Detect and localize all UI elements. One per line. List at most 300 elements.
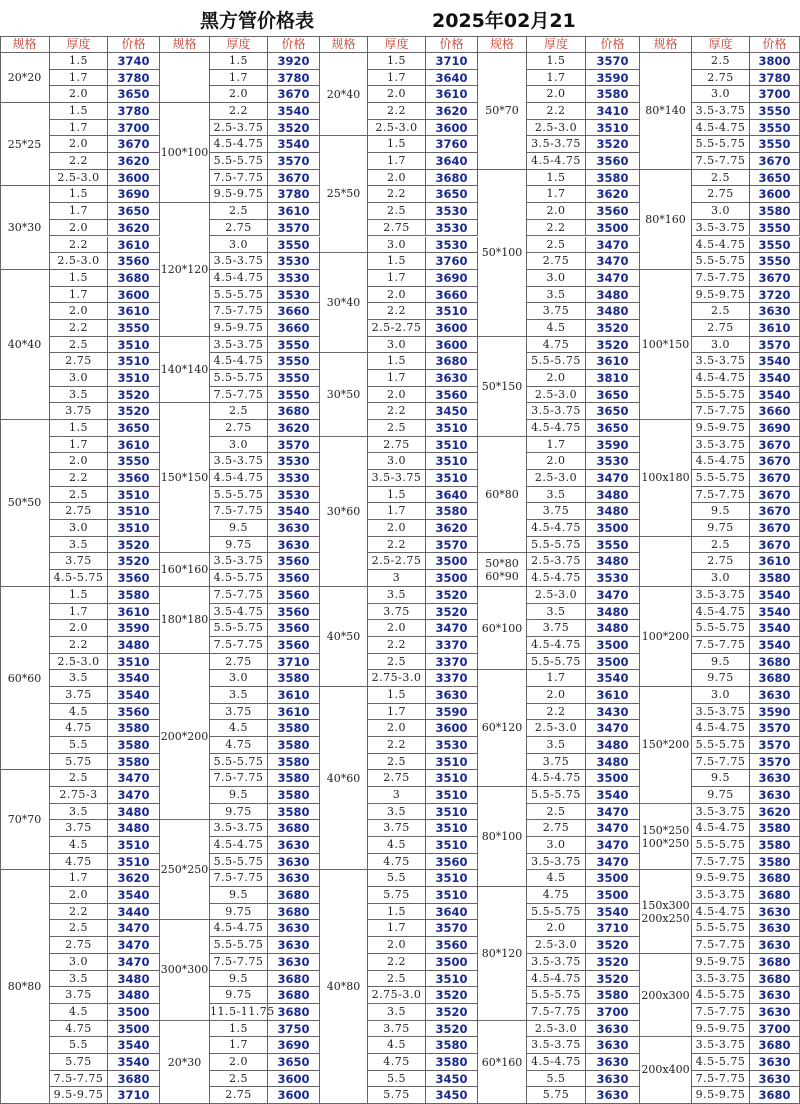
thickness-header: 厚度: [210, 36, 268, 53]
price-cell: 3510: [108, 520, 160, 537]
thickness-cell: 2.0: [368, 86, 426, 103]
price-cell: 3540: [586, 904, 640, 921]
price-cell: 3480: [586, 553, 640, 570]
price-cell: 3560: [268, 570, 320, 587]
price-cell: 3630: [268, 537, 320, 554]
thickness-cell: 4.5-4.75: [692, 237, 750, 254]
thickness-cell: 4.5-4.75: [527, 1054, 586, 1071]
thickness-header: 厚度: [692, 36, 750, 53]
thickness-cell: 2.75: [210, 420, 268, 437]
price-cell: 3550: [750, 120, 800, 137]
thickness-cell: 9.75: [692, 520, 750, 537]
price-header: 价格: [426, 36, 478, 53]
spec-cell: 80*100: [478, 787, 527, 887]
price-cell: 3470: [586, 820, 640, 837]
thickness-cell: 9.75: [210, 987, 268, 1004]
spec-cell: 150*150: [160, 403, 210, 553]
price-cell: 3470: [586, 270, 640, 287]
thickness-cell: 2.2: [368, 637, 426, 654]
spec-cell: 25*25: [0, 103, 50, 186]
price-cell: 3600: [108, 170, 160, 187]
price-cell: 3570: [426, 920, 478, 937]
price-cell: 3580: [108, 587, 160, 604]
thickness-cell: 9.5-9.75: [692, 954, 750, 971]
thickness-cell: 5.5-5.75: [210, 620, 268, 637]
price-cell: 3580: [268, 787, 320, 804]
spec-cell: 60*100: [478, 587, 527, 670]
price-cell: 3590: [586, 70, 640, 87]
thickness-cell: 5.5-5.75: [527, 987, 586, 1004]
price-cell: 3560: [268, 553, 320, 570]
thickness-cell: 3.5-3.75: [527, 136, 586, 153]
thickness-cell: 4.5: [50, 1004, 108, 1021]
price-cell: 3480: [586, 737, 640, 754]
price-cell: 3510: [426, 437, 478, 454]
thickness-cell: 3.0: [527, 270, 586, 287]
price-cell: 3540: [108, 1054, 160, 1071]
thickness-cell: 4.75: [50, 854, 108, 871]
thickness-cell: 3.75: [50, 820, 108, 837]
thickness-cell: 5.75: [368, 887, 426, 904]
thickness-cell: 5.5-5.75: [210, 854, 268, 871]
price-cell: 3670: [750, 153, 800, 170]
thickness-cell: 7.5-7.75: [210, 387, 268, 404]
price-cell: 3650: [750, 170, 800, 187]
thickness-cell: 1.7: [527, 70, 586, 87]
thickness-cell: 2.0: [527, 453, 586, 470]
price-cell: 3580: [108, 720, 160, 737]
thickness-cell: 1.5: [368, 53, 426, 70]
spec-cell: 30*40: [320, 253, 368, 353]
thickness-cell: 3.5-4.75: [210, 604, 268, 621]
thickness-cell: 5.5: [50, 1037, 108, 1054]
thickness-cell: 5.5-5.75: [527, 904, 586, 921]
price-cell: 3680: [750, 670, 800, 687]
price-cell: 3580: [426, 1054, 478, 1071]
thickness-cell: 2.75: [692, 186, 750, 203]
thickness-cell: 2.2: [50, 237, 108, 254]
price-cell: 3470: [426, 620, 478, 637]
price-cell: 3610: [268, 203, 320, 220]
price-cell: 3510: [108, 654, 160, 671]
price-cell: 3580: [750, 820, 800, 837]
thickness-cell: 2.0: [50, 453, 108, 470]
page-header: [0, 0, 800, 36]
spec-cell: 80*80: [0, 870, 50, 1104]
price-cell: 3540: [750, 353, 800, 370]
thickness-cell: 4.5-4.75: [210, 837, 268, 854]
thickness-cell: 3.0: [210, 437, 268, 454]
spec-cell: 50*50: [0, 420, 50, 587]
spec-cell: 40*60: [320, 687, 368, 871]
spec-cell: 140*140: [160, 337, 210, 404]
thickness-cell: 2.0: [527, 687, 586, 704]
thickness-cell: 4.5: [368, 1037, 426, 1054]
thickness-cell: 7.5-7.75: [692, 754, 750, 771]
spec-cell: 200x300: [640, 954, 692, 1037]
thickness-cell: 2.0: [50, 887, 108, 904]
price-cell: 3650: [586, 420, 640, 437]
thickness-cell: 3.5-3.75: [692, 587, 750, 604]
thickness-header: 厚度: [527, 36, 586, 53]
thickness-cell: 2.75: [692, 553, 750, 570]
price-cell: 3480: [108, 971, 160, 988]
price-cell: 3920: [268, 53, 320, 70]
price-cell: 3510: [426, 770, 478, 787]
thickness-cell: 1.7: [527, 186, 586, 203]
spec-cell: 40*40: [0, 270, 50, 420]
thickness-cell: 4.75: [50, 1021, 108, 1038]
thickness-cell: 5.75: [368, 1087, 426, 1104]
price-cell: 3560: [268, 637, 320, 654]
thickness-cell: 3.5-3.75: [527, 1037, 586, 1054]
thickness-cell: 2.0: [368, 720, 426, 737]
spec-cell: 100x180: [640, 420, 692, 537]
price-cell: 3610: [268, 704, 320, 721]
thickness-cell: 3.5: [50, 387, 108, 404]
thickness-cell: 4.5-5.75: [50, 570, 108, 587]
price-cell: 3520: [586, 954, 640, 971]
price-cell: 3510: [108, 370, 160, 387]
price-cell: 3550: [268, 237, 320, 254]
thickness-cell: 2.75: [50, 353, 108, 370]
thickness-cell: 9.5: [210, 971, 268, 988]
price-cell: 3670: [750, 520, 800, 537]
thickness-cell: 1.5: [50, 186, 108, 203]
price-cell: 3470: [108, 920, 160, 937]
spec-cell: 60*160: [478, 1021, 527, 1104]
price-cell: 3540: [750, 370, 800, 387]
spec-cell: 50*80 60*90: [478, 553, 527, 586]
thickness-cell: 5.5: [527, 1071, 586, 1088]
price-cell: 3540: [268, 103, 320, 120]
spec-cell: 150x300 200x250: [640, 870, 692, 953]
price-cell: 3600: [426, 337, 478, 354]
thickness-cell: 3.0: [692, 687, 750, 704]
thickness-cell: 3.5-3.75: [210, 820, 268, 837]
price-cell: 3530: [426, 220, 478, 237]
price-cell: 3480: [586, 754, 640, 771]
thickness-cell: 1.7: [50, 120, 108, 137]
thickness-cell: 3.5: [368, 804, 426, 821]
thickness-cell: 3.0: [368, 237, 426, 254]
price-cell: 3440: [108, 904, 160, 921]
price-cell: 3520: [108, 553, 160, 570]
price-cell: 3540: [108, 687, 160, 704]
price-cell: 3550: [750, 136, 800, 153]
thickness-cell: 4.5: [50, 837, 108, 854]
thickness-cell: 2.2: [368, 403, 426, 420]
thickness-cell: 4.5-4.75: [692, 820, 750, 837]
thickness-cell: 3.5-3.75: [527, 854, 586, 871]
thickness-cell: 3.75: [50, 553, 108, 570]
thickness-cell: 5.5-5.75: [692, 837, 750, 854]
price-cell: 3690: [268, 1037, 320, 1054]
price-cell: 3470: [586, 237, 640, 254]
price-cell: 3520: [586, 320, 640, 337]
price-cell: 3560: [268, 620, 320, 637]
thickness-cell: 7.5-7.75: [692, 270, 750, 287]
thickness-cell: 5.5-5.75: [527, 654, 586, 671]
price-cell: 3560: [586, 203, 640, 220]
price-cell: 3630: [750, 1004, 800, 1021]
price-cell: 3630: [268, 937, 320, 954]
thickness-cell: 2.5: [368, 420, 426, 437]
price-cell: 3480: [108, 804, 160, 821]
thickness-cell: 3.5: [50, 804, 108, 821]
price-cell: 3450: [426, 1071, 478, 1088]
price-cell: 3690: [108, 186, 160, 203]
price-cell: 3470: [586, 720, 640, 737]
price-cell: 3580: [268, 670, 320, 687]
price-cell: 3680: [750, 1087, 800, 1104]
price-cell: 3530: [268, 453, 320, 470]
thickness-cell: 3.75: [368, 604, 426, 621]
thickness-cell: 2.5-3.0: [368, 120, 426, 137]
price-cell: 3560: [108, 704, 160, 721]
thickness-cell: 9.5-9.75: [692, 870, 750, 887]
thickness-cell: 3.5-3.75: [527, 954, 586, 971]
thickness-cell: 2.75: [368, 770, 426, 787]
price-cell: 3520: [426, 987, 478, 1004]
price-cell: 3630: [268, 520, 320, 537]
thickness-cell: 1.7: [368, 153, 426, 170]
spec-header: 规格: [160, 36, 210, 53]
thickness-cell: 2.5: [527, 804, 586, 821]
spec-cell: [160, 53, 210, 103]
price-cell: 3530: [426, 203, 478, 220]
thickness-cell: 4.5-4.75: [210, 920, 268, 937]
price-cell: 3670: [750, 537, 800, 554]
thickness-cell: 7.5-7.75: [210, 954, 268, 971]
spec-cell: 20*20: [0, 53, 50, 103]
thickness-cell: 2.0: [368, 937, 426, 954]
thickness-cell: 5.5-5.75: [210, 754, 268, 771]
price-cell: 3540: [750, 387, 800, 404]
thickness-cell: 3.75: [368, 1021, 426, 1038]
thickness-cell: 3: [368, 787, 426, 804]
thickness-cell: 2.5: [210, 203, 268, 220]
price-cell: 3630: [586, 1054, 640, 1071]
price-cell: 3680: [268, 987, 320, 1004]
thickness-cell: 4.5: [527, 870, 586, 887]
price-cell: 3570: [586, 53, 640, 70]
thickness-cell: 2.75: [50, 937, 108, 954]
price-cell: 3470: [108, 937, 160, 954]
price-cell: 3750: [268, 1021, 320, 1038]
thickness-cell: 4.75: [527, 337, 586, 354]
price-cell: 3610: [108, 303, 160, 320]
thickness-cell: 1.5: [368, 253, 426, 270]
thickness-cell: 2.75: [368, 220, 426, 237]
price-cell: 3500: [108, 1004, 160, 1021]
thickness-cell: 4.5-4.75: [692, 120, 750, 137]
thickness-cell: 1.5: [210, 53, 268, 70]
price-cell: 3600: [426, 320, 478, 337]
thickness-cell: 1.7: [368, 503, 426, 520]
price-cell: 3650: [426, 186, 478, 203]
thickness-cell: 4.5-4.75: [527, 153, 586, 170]
price-cell: 3560: [426, 937, 478, 954]
thickness-cell: 3.5-3.75: [210, 553, 268, 570]
thickness-cell: 3.0: [692, 86, 750, 103]
price-cell: 3370: [426, 670, 478, 687]
price-cell: 3500: [586, 654, 640, 671]
price-cell: 3480: [586, 487, 640, 504]
thickness-cell: 4.5-4.75: [210, 470, 268, 487]
price-cell: 3780: [750, 70, 800, 87]
price-cell: 3650: [108, 420, 160, 437]
price-cell: 3480: [108, 820, 160, 837]
price-cell: 3510: [108, 487, 160, 504]
price-cell: 3630: [750, 1071, 800, 1088]
thickness-cell: 3.75: [50, 403, 108, 420]
thickness-cell: 5.75: [50, 1054, 108, 1071]
price-cell: 3600: [268, 1071, 320, 1088]
price-cell: 3520: [268, 120, 320, 137]
price-cell: 3510: [426, 453, 478, 470]
spec-cell: 30*50: [320, 353, 368, 436]
price-cell: 3520: [586, 136, 640, 153]
thickness-cell: 2.5-3.0: [527, 470, 586, 487]
thickness-cell: 9.75: [210, 804, 268, 821]
price-cell: 3570: [268, 437, 320, 454]
price-cell: 3510: [426, 804, 478, 821]
price-cell: 3510: [426, 820, 478, 837]
price-cell: 3510: [586, 120, 640, 137]
thickness-cell: 3.0: [210, 237, 268, 254]
price-cell: 3510: [426, 971, 478, 988]
thickness-cell: 9.5-9.75: [692, 1021, 750, 1038]
price-cell: 3680: [108, 1071, 160, 1088]
price-cell: 3470: [586, 470, 640, 487]
thickness-cell: 4.5-5.75: [692, 1054, 750, 1071]
price-cell: 3660: [268, 320, 320, 337]
price-cell: 3630: [750, 787, 800, 804]
price-cell: 3610: [108, 604, 160, 621]
price-cell: 3580: [750, 854, 800, 871]
price-cell: 3470: [586, 854, 640, 871]
spec-cell: 150*250 100*250: [640, 804, 692, 871]
price-cell: 3640: [426, 70, 478, 87]
thickness-cell: 4.5-4.75: [692, 604, 750, 621]
thickness-cell: 5.5-5.75: [210, 937, 268, 954]
price-cell: 3540: [750, 637, 800, 654]
price-cell: 3580: [750, 570, 800, 587]
thickness-cell: 1.5: [50, 587, 108, 604]
thickness-cell: 9.5-9.75: [210, 186, 268, 203]
thickness-cell: 7.5-7.75: [210, 170, 268, 187]
price-cell: 3780: [268, 70, 320, 87]
thickness-cell: 2.5-3.0: [527, 387, 586, 404]
spec-cell: 50*70: [478, 53, 527, 170]
price-cell: 3600: [268, 1087, 320, 1104]
thickness-cell: 3.75: [50, 687, 108, 704]
thickness-cell: 1.7: [50, 437, 108, 454]
price-date: 2025年02月21: [432, 10, 576, 32]
thickness-cell: 5.5-5.75: [692, 920, 750, 937]
price-cell: 3630: [750, 904, 800, 921]
thickness-cell: 3.5: [50, 670, 108, 687]
price-header: 价格: [268, 36, 320, 53]
thickness-cell: 2.5: [692, 537, 750, 554]
thickness-cell: 3.75: [210, 704, 268, 721]
price-cell: 3410: [586, 103, 640, 120]
price-cell: 3560: [268, 604, 320, 621]
spec-cell: [640, 537, 692, 587]
thickness-cell: 2.5-3.0: [50, 170, 108, 187]
thickness-cell: 2.2: [368, 737, 426, 754]
price-cell: 3600: [426, 120, 478, 137]
thickness-cell: 2.2: [527, 220, 586, 237]
thickness-cell: 2.75: [527, 253, 586, 270]
price-cell: 3480: [586, 604, 640, 621]
thickness-cell: 2.2: [368, 537, 426, 554]
price-cell: 3590: [586, 437, 640, 454]
thickness-cell: 4.5-4.75: [527, 420, 586, 437]
price-cell: 3510: [108, 353, 160, 370]
price-cell: 3510: [426, 870, 478, 887]
price-cell: 3630: [750, 303, 800, 320]
price-cell: 3650: [108, 203, 160, 220]
thickness-cell: 4.5: [210, 720, 268, 737]
price-cell: 3700: [586, 1004, 640, 1021]
thickness-cell: 2.5: [368, 654, 426, 671]
spec-cell: 160*160: [160, 553, 210, 586]
price-cell: 3610: [268, 687, 320, 704]
thickness-cell: 1.5: [527, 53, 586, 70]
price-cell: 3580: [426, 1037, 478, 1054]
price-cell: 3630: [586, 1071, 640, 1088]
price-cell: 3570: [750, 337, 800, 354]
thickness-cell: 2.75: [210, 654, 268, 671]
thickness-cell: 7.5-7.75: [210, 503, 268, 520]
price-cell: 3510: [108, 837, 160, 854]
spec-cell: 180*180: [160, 587, 210, 654]
price-cell: 3450: [426, 403, 478, 420]
thickness-cell: 3.5-3.75: [368, 470, 426, 487]
price-cell: 3590: [108, 620, 160, 637]
price-cell: 3680: [268, 904, 320, 921]
price-cell: 3560: [586, 153, 640, 170]
thickness-cell: 9.75: [692, 670, 750, 687]
spec-header: 规格: [320, 36, 368, 53]
thickness-cell: 1.7: [210, 1037, 268, 1054]
price-cell: 3540: [268, 503, 320, 520]
thickness-cell: 4.5-4.75: [527, 637, 586, 654]
thickness-cell: 7.5-7.75: [692, 637, 750, 654]
thickness-cell: 3.5: [368, 587, 426, 604]
thickness-cell: 2.5: [692, 303, 750, 320]
thickness-cell: 4.5-5.75: [210, 570, 268, 587]
thickness-cell: 5.5-5.75: [692, 737, 750, 754]
price-cell: 3560: [108, 470, 160, 487]
thickness-cell: 2.2: [50, 637, 108, 654]
thickness-cell: 1.7: [50, 287, 108, 304]
price-cell: 3610: [108, 237, 160, 254]
price-cell: 3510: [108, 337, 160, 354]
price-cell: 3550: [750, 103, 800, 120]
price-cell: 3580: [268, 737, 320, 754]
price-cell: 3810: [586, 370, 640, 387]
thickness-cell: 3.5-3.75: [692, 971, 750, 988]
price-cell: 3480: [586, 503, 640, 520]
thickness-cell: 3.5-3.75: [692, 887, 750, 904]
thickness-cell: 2.75: [368, 437, 426, 454]
price-cell: 3700: [108, 120, 160, 137]
price-cell: 3580: [108, 754, 160, 771]
price-cell: 3610: [426, 86, 478, 103]
